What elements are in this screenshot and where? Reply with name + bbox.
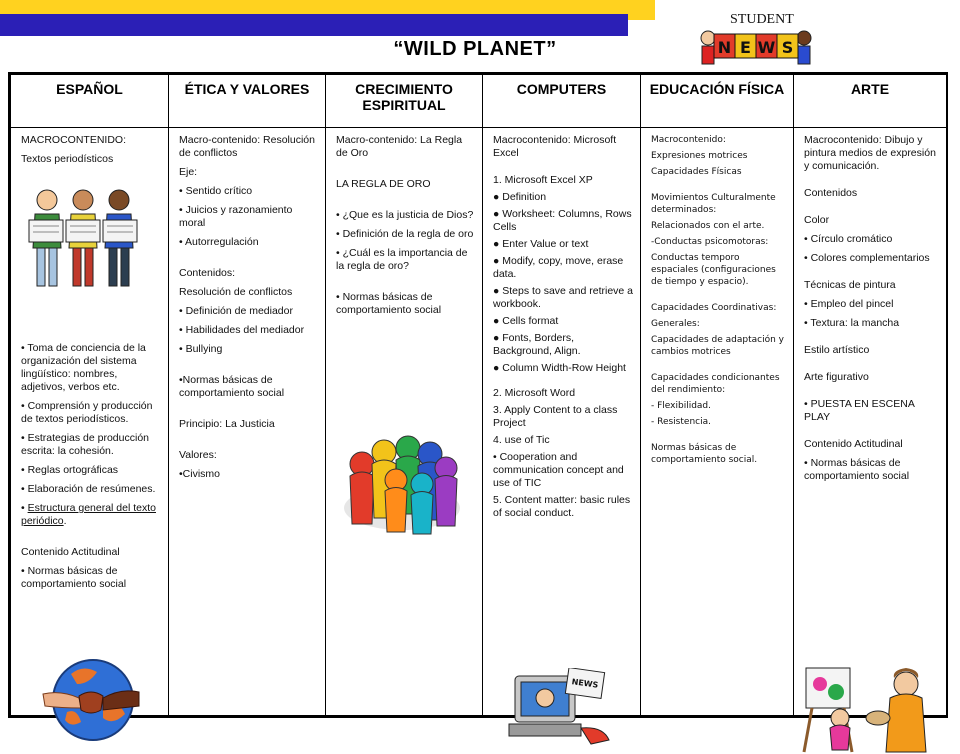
cell-educacion (641, 128, 794, 716)
cell-computers (483, 128, 641, 716)
arte-figurativo: Arte figurativo (804, 371, 869, 383)
etica-line: • Sentido crítico (179, 185, 253, 197)
educacion-line: - Flexibilidad. (651, 401, 712, 411)
etica-principle: Principio: La Justicia (179, 418, 275, 430)
etica-line: Contenidos: (179, 267, 236, 279)
arte-contenidos: Contenidos (804, 187, 858, 199)
educacion-line: -Conductas psicomotoras: (651, 237, 769, 247)
arte-macro: Macrocontenido: Dibujo y pintura medios de expresión y comunicación. (804, 134, 936, 172)
arte-norms: • Normas básicas de comportamiento social (804, 457, 910, 482)
espanol-macro-label: MACROCONTENIDO: (21, 134, 126, 146)
computers-item: ● Column Width-Row Height (493, 362, 626, 374)
etica-line: • Habilidades del mediador (179, 324, 305, 336)
logo-student-text: STUDENT (730, 12, 794, 27)
page-title: “WILD PLANET” (393, 38, 557, 60)
espiritual-macro: Macro-contenido: La Regla de Oro (336, 134, 463, 159)
cell-espiritual (326, 128, 483, 716)
arte-color-item: • Colores complementarios (804, 252, 930, 264)
espiritual-bullet: • Definición de la regla de oro (336, 228, 474, 240)
header-computers: COMPUTERS (483, 75, 641, 128)
header-educacion: EDUCACIÓN FÍSICA (641, 75, 794, 128)
arte-play: • PUESTA EN ESCENA PLAY (804, 398, 915, 423)
header-arte: ARTE (794, 75, 947, 128)
arte-tecnicas: Técnicas de pintura (804, 279, 896, 291)
people-circle-illustration (338, 428, 466, 540)
educacion-line: Capacidades Físicas (651, 167, 742, 177)
cell-etica (169, 128, 326, 716)
etica-line: • Juicios y razonamiento moral (179, 204, 293, 229)
etica-line: • Bullying (179, 343, 223, 355)
etica-values-title: Valores: (179, 449, 217, 461)
espanol-attitude-bullet: • Normas básicas de comportamiento social (21, 565, 127, 590)
arte-tecnicas-item: • Empleo del pincel (804, 298, 894, 310)
computers-item: • Cooperation and communication concept and use of TIC (493, 451, 624, 489)
globe-handshake-illustration (41, 654, 141, 744)
espanol-macro-value: Textos periodísticos (21, 153, 114, 165)
curriculum-table (8, 72, 948, 718)
educacion-line: - Resistencia. (651, 417, 711, 427)
educacion-line: Generales: (651, 319, 700, 329)
computers-item: 4. use of Tic (493, 434, 550, 446)
header-espiritual: CRECIMIENTO ESPIRITUAL (326, 75, 483, 128)
logo-letter-e: E (740, 38, 751, 57)
cell-arte (794, 128, 947, 716)
logo-letter-w: W (757, 38, 776, 57)
etica-line: • Definición de mediador (179, 305, 293, 317)
arte-tecnicas-item: • Textura: la mancha (804, 317, 900, 329)
painter-easel-illustration (798, 662, 938, 754)
computers-item: ● Modify, copy, move, erase data. (493, 255, 624, 280)
computers-item: 2. Microsoft Word (493, 387, 576, 399)
arte-color: Color (804, 214, 830, 226)
espiritual-rule: LA REGLA DE ORO (336, 178, 431, 190)
news-sign-text: NEWS (571, 677, 599, 690)
computers-item: 1. Microsoft Excel XP (493, 174, 593, 186)
header-espanol: ESPAÑOL (11, 75, 169, 128)
educacion-norms: Normas básicas de comportamiento social. (651, 443, 758, 465)
espanol-bullet-structure: • Estructura general del texto periódico. (21, 502, 156, 527)
etica-norms: •Normas básicas de comportamiento social (179, 374, 285, 399)
educacion-line: Capacidades Coordinativas: (651, 303, 777, 313)
computers-item: 5. Content matter: basic rules of social conduct. (493, 494, 631, 519)
top-blue-bar (0, 14, 628, 36)
computers-item: ● Enter Value or text (493, 238, 589, 250)
kids-reading-newspaper-illustration (25, 186, 143, 294)
logo-letter-s: S (781, 38, 794, 57)
espanol-bullet: • Elaboración de resúmenes. (21, 483, 156, 495)
computer-news-illustration (505, 668, 615, 748)
computers-macro: Macrocontenido: Microsoft Excel (493, 134, 617, 159)
espiritual-bullet: • ¿Cuál es la importancia de la regla de oro? (336, 247, 468, 272)
arte-estilo: Estilo artístico (804, 344, 870, 356)
etica-line: Resolución de conflictos (179, 286, 293, 298)
etica-macro: Macro-contenido: Resolución de conflictos (179, 134, 315, 159)
educacion-line: Movimientos Culturalmente determinados: (651, 193, 776, 215)
student-news-logo (700, 8, 812, 70)
educacion-line: Capacidades de adaptación y cambios motrices (651, 335, 784, 357)
espanol-bullet: • Estrategias de producción escrita: la cohesión. (21, 432, 149, 457)
espanol-bullet: • Comprensión y producción de textos periodísticos. (21, 400, 153, 425)
espiritual-bullet: • ¿Que es la justicia de Dios? (336, 209, 474, 221)
arte-color-item: • Círculo cromático (804, 233, 893, 245)
espanol-attitude-title: Contenido Actitudinal (21, 546, 120, 558)
computers-item: 3. Apply Content to a class Project (493, 404, 618, 429)
etica-values-item: •Civismo (179, 468, 221, 480)
educacion-line: Relacionados con el arte. (651, 221, 765, 231)
header-etica: ÉTICA Y VALORES (169, 75, 326, 128)
etica-line: • Autorregulación (179, 236, 259, 248)
espanol-bullet: • Reglas ortográficas (21, 464, 119, 476)
logo-letter-n: N (717, 38, 732, 57)
computers-item: ● Steps to save and retrieve a workbook. (493, 285, 634, 310)
computers-item: ● Cells format (493, 315, 559, 327)
etica-line: Eje: (179, 166, 198, 178)
educacion-line: Macrocontenido: (651, 135, 726, 145)
educacion-line: Expresiones motrices (651, 151, 748, 161)
computers-item: ● Fonts, Borders, Background, Align. (493, 332, 581, 357)
arte-actitudinal: Contenido Actitudinal (804, 438, 903, 450)
espanol-bullet: • Toma de conciencia de la organización del sistema lingüístico: nombres, adjetivos, verbos etc. (21, 342, 146, 393)
educacion-line: Capacidades condicionantes del rendimiento: (651, 373, 780, 395)
espiritual-norms: • Normas básicas de comportamiento social (336, 291, 442, 316)
computers-item: ● Worksheet: Columns, Rows Cells (493, 208, 632, 233)
computers-item: ● Definition (493, 191, 547, 203)
cell-espanol (11, 128, 169, 716)
educacion-line: Conductas temporo espaciales (configuraciones de tiempo y espacio). (651, 253, 776, 287)
